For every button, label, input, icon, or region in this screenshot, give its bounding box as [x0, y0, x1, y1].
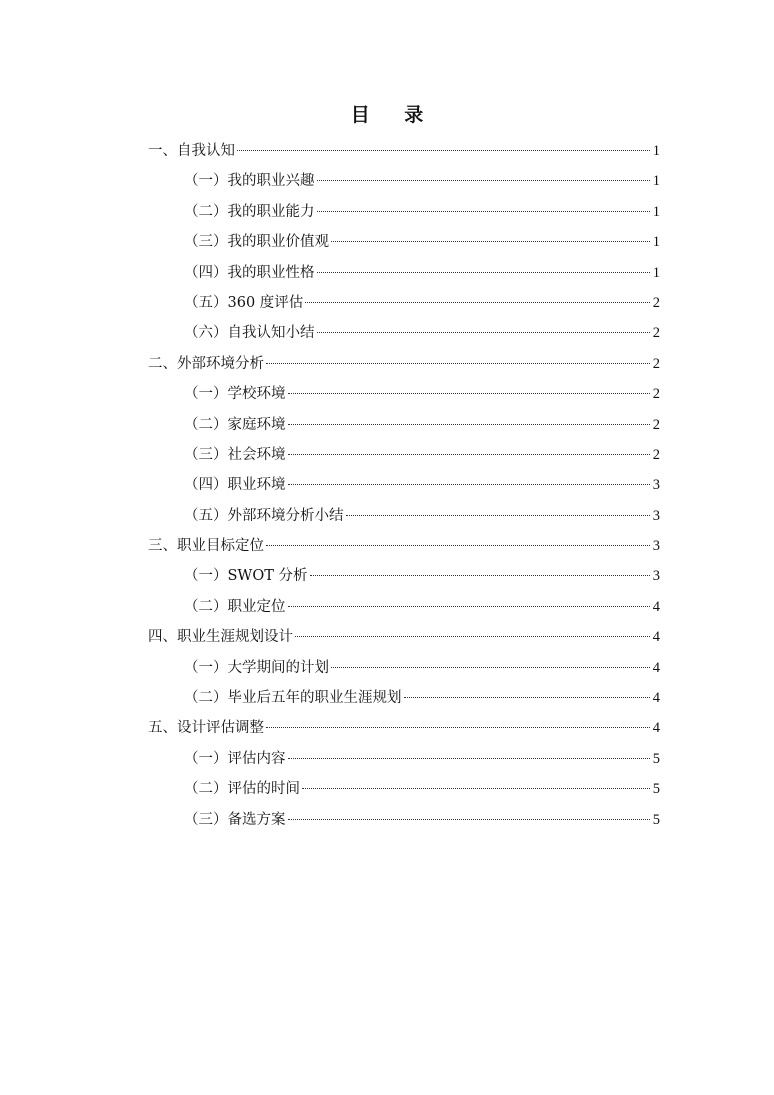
toc-entry-label: （五）360 度评估: [184, 294, 304, 311]
toc-entry-page-number: 4: [652, 690, 660, 707]
toc-entry-page-number: 1: [652, 203, 660, 220]
toc-entry-label: （五）外部环境分析小结: [184, 507, 344, 524]
dot-leader: [237, 149, 650, 151]
toc-entry[interactable]: [148, 504, 660, 534]
toc-entry-page-number: 5: [652, 811, 660, 828]
toc-entry-page-number: 4: [652, 598, 660, 615]
toc-entry[interactable]: [148, 443, 660, 473]
toc-entry-label: （三）我的职业价值观: [184, 234, 329, 251]
toc-entry[interactable]: [148, 808, 660, 838]
toc-entry-label: （一）大学期间的计划: [184, 659, 329, 676]
toc-entry-label: 二、外部环境分析: [148, 355, 264, 372]
toc-entry-page-number: 3: [652, 477, 660, 494]
toc-entry-page-number: 5: [652, 781, 660, 798]
toc-entry-label: 三、职业目标定位: [148, 538, 264, 555]
dot-leader: [288, 757, 651, 759]
toc-entry-page-number: 2: [652, 355, 660, 372]
toc-entry-label: （二）评估的时间: [184, 781, 300, 798]
dot-leader: [288, 392, 651, 394]
toc-title: 目 录: [350, 104, 438, 126]
toc-entry-page-number: 1: [652, 173, 660, 190]
toc-entry-label: 一、自我认知: [148, 143, 235, 159]
toc-entry[interactable]: [148, 564, 660, 594]
toc-entry-page-number: 3: [652, 507, 660, 524]
toc-entry-label: （四）我的职业性格: [184, 264, 315, 281]
toc-entry[interactable]: [148, 200, 660, 230]
toc-entry[interactable]: [148, 656, 660, 686]
toc-entry-page-number: 2: [652, 386, 660, 403]
toc-entry[interactable]: [148, 321, 660, 351]
toc-entry-page-number: 3: [652, 568, 660, 585]
toc-entry-page-number: 4: [652, 659, 660, 676]
dot-leader: [317, 210, 651, 212]
dot-leader: [288, 423, 651, 425]
dot-leader: [331, 666, 650, 668]
dot-leader: [305, 301, 650, 303]
toc-entry[interactable]: [148, 169, 660, 199]
toc-entry[interactable]: [148, 716, 660, 746]
toc-entry-page-number: 3: [652, 538, 660, 555]
toc-entry-label: （二）毕业后五年的职业生涯规划: [184, 690, 402, 707]
toc-entry[interactable]: [148, 382, 660, 412]
dot-leader: [331, 240, 650, 242]
toc-entry[interactable]: [148, 291, 660, 321]
toc-entry-label: （一）我的职业兴趣: [184, 173, 315, 190]
dot-leader: [317, 331, 651, 333]
dot-leader: [302, 787, 650, 789]
toc-entry-label: （二）我的职业能力: [184, 203, 315, 220]
dot-leader: [266, 362, 650, 364]
dot-leader: [317, 271, 651, 273]
dot-leader: [288, 605, 651, 607]
toc-entry-label: （六）自我认知小结: [184, 325, 315, 342]
toc-entry[interactable]: [148, 595, 660, 625]
toc-entry-page-number: 5: [652, 750, 660, 767]
dot-leader: [310, 574, 650, 576]
toc-entry-label: （四）职业环境: [184, 477, 286, 494]
toc-entry-label: 四、职业生涯规划设计: [148, 629, 293, 646]
toc-entry-page-number: 1: [652, 234, 660, 251]
dot-leader: [317, 179, 651, 181]
toc-entry[interactable]: [148, 413, 660, 443]
toc-entry-label: （二）家庭环境: [184, 416, 286, 433]
dot-leader: [266, 726, 650, 728]
toc-entry[interactable]: [148, 261, 660, 291]
toc-entry-page-number: 4: [652, 629, 660, 646]
toc-list: [148, 139, 660, 838]
toc-entry-label: 五、设计评估调整: [148, 720, 264, 737]
toc-entry-page-number: 1: [652, 264, 660, 281]
toc-entry[interactable]: [148, 777, 660, 807]
dot-leader: [266, 544, 650, 546]
dot-leader: [288, 818, 651, 820]
toc-entry[interactable]: [148, 352, 660, 382]
toc-entry-page-number: 1: [652, 143, 660, 159]
toc-entry-label: （一）评估内容: [184, 750, 286, 767]
toc-entry-label: （一）学校环境: [184, 386, 286, 403]
toc-entry-label: （二）职业定位: [184, 598, 286, 615]
toc-entry-page-number: 2: [652, 416, 660, 433]
toc-entry[interactable]: [148, 625, 660, 655]
toc-entry-page-number: 2: [652, 446, 660, 463]
toc-entry-page-number: 2: [652, 325, 660, 342]
toc-entry-page-number: 4: [652, 720, 660, 737]
dot-leader: [346, 514, 651, 516]
toc-entry-label: （三）备选方案: [184, 811, 286, 828]
toc-entry[interactable]: [148, 686, 660, 716]
dot-leader: [404, 696, 651, 698]
toc-entry-label: （一）SWOT 分析: [184, 568, 308, 585]
dot-leader: [288, 453, 651, 455]
toc-entry[interactable]: [148, 230, 660, 260]
toc-entry[interactable]: [148, 139, 660, 169]
dot-leader: [295, 635, 650, 637]
dot-leader: [288, 483, 651, 485]
toc-entry[interactable]: [148, 473, 660, 503]
toc-entry-label: （三）社会环境: [184, 446, 286, 463]
toc-entry[interactable]: [148, 747, 660, 777]
toc-entry[interactable]: [148, 534, 660, 564]
toc-entry-page-number: 2: [652, 294, 660, 311]
